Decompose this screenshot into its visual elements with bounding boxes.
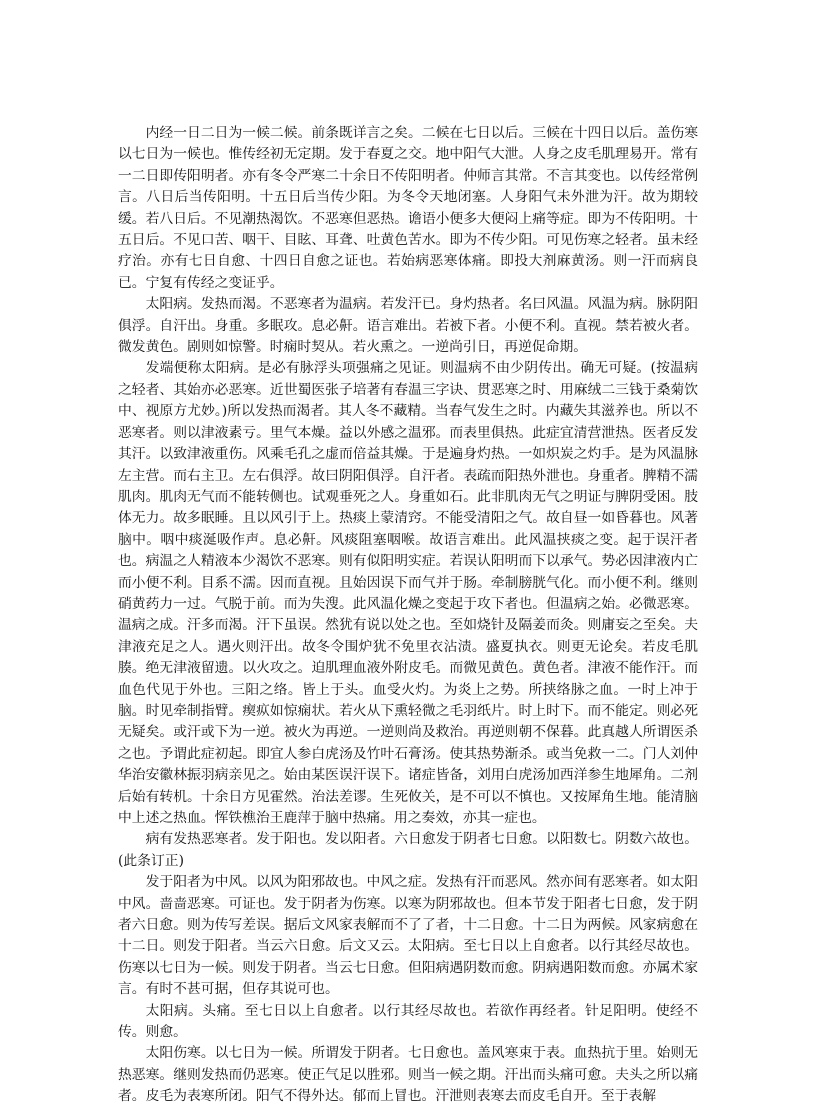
paragraph: 发端便称太阳病。是必有脉浮头项强痛之见证。则温病不由少阴传出。确无可疑。(按温病之轻者、其始亦必恶寒。近世蜀医张子培著有春温三字诀、贯恶寒之时、用麻绒二三钱于桑菊饮中、视原方尤妙。)所以发热而渴者。其人冬不藏精。当春气发生之时。内藏失其滋养也。所以不恶寒者。则以津液素亏。里气本燥。益以外感之温邪。而表里俱热。此症宜清营泄热。医者反发其汗。以致津液重伤。风乘毛孔之虚而倍益其燥。于是遍身灼热。一如炽炭之灼手。是为风温脉左主营。而右主卫。左右俱浮。故曰阴阳俱浮。自汗者。表疏而阳热外泄也。身重者。脾精不濡肌肉。肌肉无气而不能转侧也。试观垂死之人。身重如石。此非肌肉无气之明证与脾阴受困。肢体无力。故多眠睡。且以风引于上。热痰上蒙清窍。不能受清阳之气。故自昼一如昏暮也。风著脑中。咽中痰涎吸作声。息必鼾。风痰阻塞咽喉。故语言难出。此风温挟痰之变。起于误汗者也。病温之人精液本少渴饮不恶寒。则有似阳明实症。若误认阳明而下以承气。势必因津液内亡而小便不利。目系不濡。因而直视。且始因误下而气并于肠。牵制膀胱气化。而小便不利。继则硝黄药力一过。气脱于前。而为失溲。此风温化燥之变起于攻下者也。但温病之始。必微恶寒。温病之成。汗多而渴。汗下虽误。然犹有说以处之也。至如烧针及隔姜而灸。则庸妄之至矣。夫津液充足之人。遇火则汗出。故冬令围炉犹不免里衣沾渍。盛夏执衣。则更无论矣。若皮毛肌腠。绝无津液留遗。以火攻之。迫肌理血液外附皮毛。而微见黄色。黄色者。津液不能作汗。而血色代见于外也。三阳之络。皆上于头。血受火灼。为炎上之势。所挟络脉之血。一时上冲于脑。时见牵制指臂。瘈疭如惊痫状。若火从下熏轻微之毛羽纸片。时上时下。而不能定。则必死无疑矣。或汗或下为一逆。被火为再逆。一逆则尚及救治。再逆则朝不保暮。此真越人所谓医杀之也。予谓此症初起。即宜人参白虎汤及竹叶石膏汤。使其热势渐杀。或当免救一二。门人刘仲华治安徽林振羽病亲见之。始由某医误汗误下。诸症皆备，刘用白虎汤加西洋参生地犀角。二剂后始有转机。十余日方见霍然。治法差谬。生死攸关，是不可以不慎也。又按犀角生地。能清脑中上述之热血。恽铁樵治王鹿萍于脑中热痛。用之奏效，亦其一症也。	[118, 360, 698, 826]
paragraph: 太阳病。发热而渴。不恶寒者为温病。若发汗已。身灼热者。名曰风温。风温为病。脉阴阳俱浮。自汗出。身重。多眠攻。息必鼾。语言难出。若被下者。小便不利。直视。禁若被火者。微发黄色。剧则如惊警。时痫时契从。若火熏之。一逆尚引日，再逆促命期。	[118, 296, 698, 356]
paragraph: 太阳伤寒。以七日为一候。所谓发于阴者。七日愈也。盖风寒束于表。血热抗于里。始则无热恶寒。继则发热而仍恶寒。使正气足以胜邪。则当一候之期。汗出而头痛可愈。夫头之所以痛者。皮毛为表寒所闭。阳气不得外达。郁而上冒也。汗泄则表寒去而皮毛自开。至于表解	[118, 1045, 698, 1105]
document-page	[118, 123, 698, 1108]
paragraph: 发于阳者为中风。以风为阳邪故也。中风之症。发热有汗而恶风。然亦间有恶寒者。如太阳中风。啬啬恶寒。可证也。发于阴者为伤寒。以寒为阴邪故也。但本节发于阳者七日愈，发于阴者六日愈。则为传写差误。据后文风家表解而不了了者，十二日愈。十二日为两候。风家病愈在十二日。则发于阳者。当云六日愈。后文又云。太阳病。至七日以上自愈者。以行其经尽故也。伤寒以七日为一候。则发于阴者。当云七日愈。但阳病遇阴数而愈。阴病遇阳数而愈。亦属术家言。有时不甚可据，但存其说可也。	[118, 874, 698, 998]
paragraph: 内经一日二日为一候二候。前条既详言之矣。二候在七日以后。三候在十四日以后。盖伤寒以七日为一候也。惟传经初无定期。发于春夏之交。地中阳气大泄。人身之皮毛肌理易开。常有一二日即传阳明者。亦有冬令严寒二十余日不传阳明者。仲师言其常。不言其变也。以传经常例言。八日后当传阳明。十五日后当传少阳。为冬令天地闭塞。人身阳气未外泄为汗。故为期较缓。若八日后。不见潮热渴饮。不恶寒但恶热。谵语小便多大便闷上痛等症。即为不传阳明。十五日后。不见口苦、咽干、目眩、耳聋、吐黄色苦水。即为不传少阳。可见伤寒之轻者。虽未经疗治。亦有七日自愈、十四日自愈之证也。若始病恶寒体痛。即投大剂麻黄汤。则一汗而病良已。宁复有传经之变证乎。	[118, 125, 698, 291]
paragraph: 太阳病。头痛。至七日以上自愈者。以行其经尽故也。若欲作再经者。针足阳明。使经不传。则愈。	[118, 1002, 698, 1041]
paragraph: 病有发热恶寒者。发于阳也。发以阳者。六日愈发于阴者七日愈。以阳数七。阴数六故也。(此条订正)	[118, 831, 698, 869]
